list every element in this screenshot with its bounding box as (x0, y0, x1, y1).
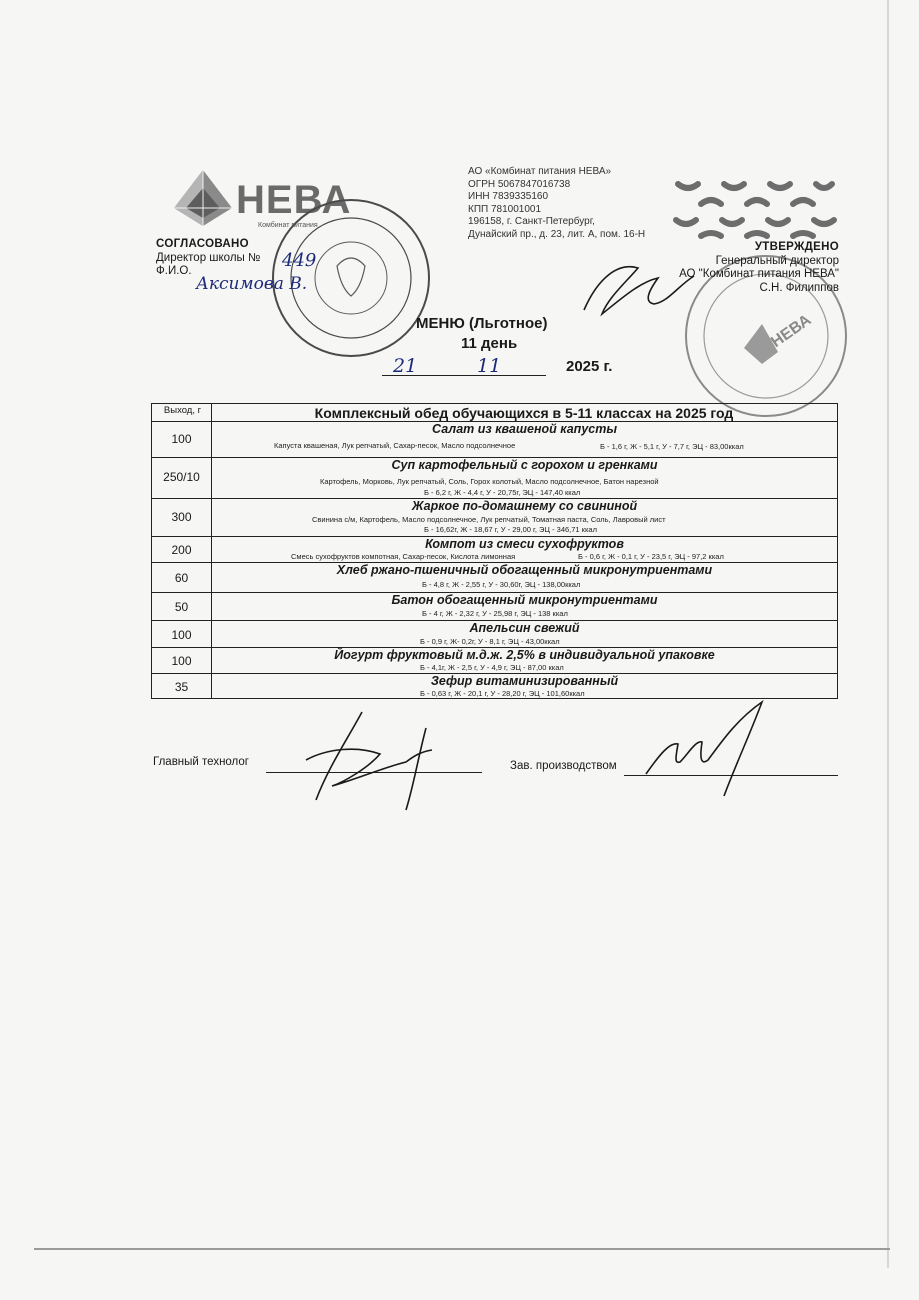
svg-text:НЕВА: НЕВА (768, 311, 815, 352)
dish-name: Салат из квашеной капусты (431, 422, 618, 436)
nutrition: Б - 0,6 г, Ж - 0,1 г, У - 23,5 г, ЭЦ - 97,2 ккал (578, 552, 724, 561)
company-name: АО «Комбинат питания НЕВА» (468, 166, 612, 177)
director-signature-icon (578, 258, 698, 324)
dish-name: Апельсин свежий (469, 621, 580, 635)
school-number: 449 (282, 250, 317, 271)
ingredients: Капуста квашеная, Лук репчатый, Сахар-песок, Масло подсолнечное (274, 441, 516, 450)
approved-line-3: С.Н. Филиппов (759, 281, 839, 294)
chief-technologist-label: Главный технолог (153, 756, 249, 768)
nutrition: Б - 4,1г, Ж - 2,5 г, У - 4,9 г, ЭЦ - 87,00 ккал (420, 663, 564, 672)
dish-name: Хлеб ржано-пшеничный обогащенный микронутриентами (336, 563, 713, 577)
wave-pattern-icon (668, 170, 838, 242)
dish-name: Компот из смеси сухофруктов (425, 537, 624, 551)
dish-name: Йогурт фруктовый м.д.ж. 2,5% в индивидуальной упаковке (334, 648, 715, 662)
dish-name: Батон обогащенный микронутриентами (391, 593, 658, 607)
date-year: 2025 г. (566, 358, 613, 375)
date-day: 21 (393, 355, 418, 377)
agreed-heading: СОГЛАСОВАНО (156, 238, 249, 250)
company-address-2: Дунайский пр., д. 23, лит. А, пом. 16-Н (468, 228, 646, 240)
document-title: МЕНЮ (Льготное) (416, 315, 548, 332)
table-row (152, 620, 837, 648)
fio-label: Ф.И.О. (156, 265, 192, 277)
row-output: 300 (171, 510, 192, 524)
table-row (152, 421, 837, 458)
header-main: Комплексный обед обучающихся в 5-11 классах на 2025 год (314, 405, 734, 421)
table-row (152, 562, 837, 593)
row-output: 100 (171, 628, 192, 642)
company-details (468, 166, 645, 242)
row-output: 100 (171, 654, 192, 668)
director-label: Директор школы № (156, 251, 261, 264)
header-output: Выход, г (163, 405, 202, 416)
nutrition: Б - 0,63 г, Ж - 20,1 г, У - 28,20 г, ЭЦ - 101,60ккал (420, 689, 585, 698)
company-inn: ИНН 7839335160 (468, 191, 549, 203)
row-output: 60 (174, 571, 189, 585)
diamond-logo-icon (170, 168, 236, 234)
menu-table (151, 403, 838, 699)
technologist-signature-icon (288, 708, 448, 816)
ingredients: Свинина с/м, Картофель, Масло подсолнечное, Лук репчатый, Томатная паста, Соль, Лавровый лист (312, 515, 666, 524)
production-signature-icon (640, 694, 780, 802)
dish-name: Зефир витаминизированный (430, 674, 619, 688)
table-row (152, 592, 837, 621)
approved-line-2: АО "Комбинат питания НЕВА" (679, 268, 839, 280)
signature-name: Аксимова В. (196, 274, 308, 294)
company-address-1: 196158, г. Санкт-Петербург, (468, 216, 595, 228)
row-output: 250/10 (163, 470, 200, 484)
table-row (152, 498, 837, 537)
row-output: 200 (171, 543, 192, 557)
approved-heading: УТВЕРЖДЕНО (754, 241, 839, 253)
nutrition: Б - 4 г, Ж - 2,32 г, У - 25,98 г, ЭЦ - 138 ккал (422, 609, 568, 618)
logo-subtitle: Комбинат питания (258, 222, 318, 229)
approved-line-1: Генеральный директор (715, 254, 839, 267)
date-month: 11 (477, 355, 502, 377)
menu-day: 11 день (461, 335, 518, 352)
row-output: 35 (174, 680, 189, 694)
nutrition: Б - 16,62г, Ж - 18,67 г, У - 29,00 г, ЭЦ - 346,71 ккал (424, 525, 597, 534)
scan-edge (887, 0, 889, 1268)
row-output: 100 (171, 432, 192, 446)
nutrition: Б - 6,2 г, Ж - 4,4 г, У - 20,75г, ЭЦ - 147,40 ккал (424, 488, 581, 497)
head-of-production-label: Зав. производством (510, 760, 617, 772)
table-row (152, 647, 837, 674)
approved-block (679, 241, 839, 295)
company-kpp: КПП 781001001 (468, 203, 542, 215)
company-ogrn: ОГРН 5067847016738 (468, 178, 571, 190)
table-row (152, 457, 837, 499)
nutrition: Б - 1,6 г, Ж - 5,1 г, У - 7,7 г, ЭЦ - 83,00ккал (600, 442, 744, 451)
agreed-block (156, 238, 260, 279)
logo-word: НЕВА (236, 178, 352, 222)
ingredients: Смесь сухофруктов компотная, Сахар-песок, Кислота лимонная (291, 552, 516, 561)
ingredients: Картофель, Морковь, Лук репчатый, Соль, Горох колотый, Масло подсолнечное, Батон нарезной (320, 477, 659, 486)
nutrition: Б - 0,9 г, Ж- 0,2г, У - 8,1 г, ЭЦ - 43,00ккал (420, 637, 560, 646)
row-output: 50 (174, 600, 189, 614)
table-row (152, 536, 837, 563)
dish-name: Суп картофельный с горохом и гренками (391, 458, 658, 472)
nutrition: Б - 4,8 г, Ж - 2,55 г, У - 30,60г, ЭЦ - 138,00ккал (422, 580, 581, 589)
dish-name: Жаркое по-домашнему со свининой (411, 499, 638, 513)
scan-edge (34, 1248, 890, 1250)
